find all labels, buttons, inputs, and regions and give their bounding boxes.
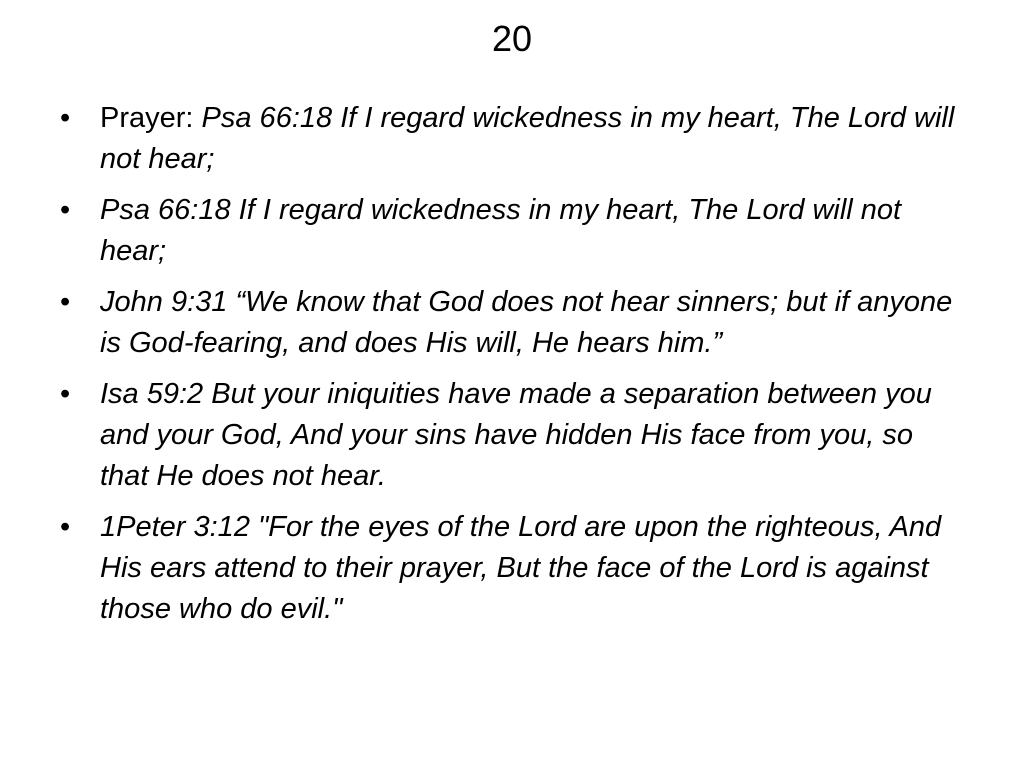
slide-title: 20 <box>491 18 533 59</box>
list-item <box>60 98 960 180</box>
item-prefix: Prayer: <box>100 102 202 134</box>
bullet-icon: • <box>60 194 71 226</box>
bullet-icon: • <box>60 102 71 134</box>
item-text: Psa 66:18 If I regard wickedness in my heart, The Lord will not hear; <box>100 102 955 175</box>
list-item <box>60 507 960 630</box>
bullet-icon: • <box>60 378 71 410</box>
item-text: 1Peter 3:12 "For the eyes of the Lord are upon the righteous, And His ears attend to their prayer, But the face of the Lord is against those who do evil." <box>100 511 942 625</box>
list-item <box>60 374 960 497</box>
list-item <box>60 282 960 364</box>
list-item <box>60 190 960 272</box>
bullet-icon: • <box>60 511 71 543</box>
bullet-icon: • <box>60 286 71 318</box>
bullet-list <box>60 98 960 640</box>
item-text: Isa 59:2 But your iniquities have made a separation between you and your God, And your sins have hidden His face from you, so that He does not hear. <box>100 378 932 492</box>
item-text: John 9:31 “We know that God does not hear sinners; but if anyone is God-fearing, and does His will, He hears him.” <box>100 286 953 359</box>
item-text: Psa 66:18 If I regard wickedness in my heart, The Lord will not hear; <box>100 194 902 267</box>
